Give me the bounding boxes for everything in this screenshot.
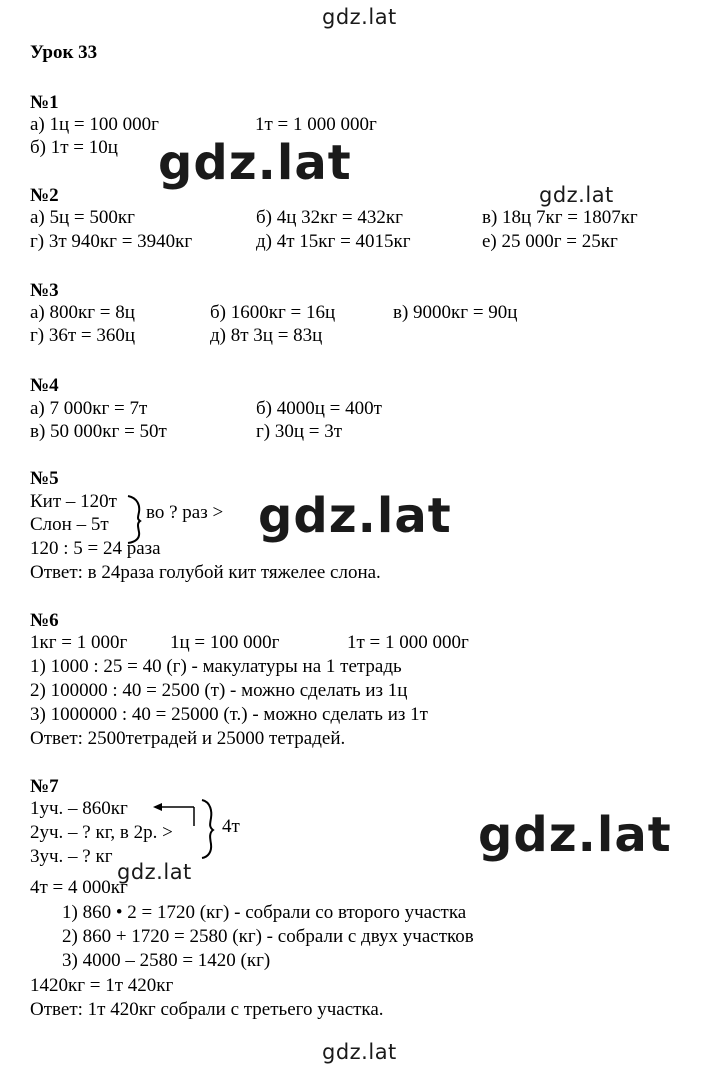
watermark-large-2: gdz.lat (258, 488, 452, 544)
ex5-brace-label: во ? раз > (146, 502, 224, 523)
ex2-e: е) 25 000г = 25кг (482, 231, 618, 252)
ex4-v: в) 50 000кг = 50т (30, 421, 167, 442)
ex3-b: б) 1600кг = 16ц (210, 302, 336, 323)
ex2-v: в) 18ц 7кг = 1807кг (482, 207, 638, 228)
ex5-brace-icon (128, 496, 140, 543)
ex1-line-a2: 1т = 1 000 000г (255, 114, 377, 135)
ex7-step-1: 1) 860 • 2 = 1720 (кг) - собрали со второго участка (62, 902, 467, 923)
ex7-arrow-head-icon (153, 803, 162, 811)
exercise-6-label: №6 (30, 610, 59, 631)
watermark-small-left: gdz.lat (117, 860, 192, 884)
ex6-answer: Ответ: 2500тетрадей и 25000 тетрадей. (30, 728, 346, 749)
ex4-b: б) 4000ц = 400т (256, 398, 382, 419)
ex4-a: а) 7 000кг = 7т (30, 398, 148, 419)
ex1-line-b: б) 1т = 10ц (30, 137, 118, 158)
ex5-answer: Ответ: в 24раза голубой кит тяжелее слона. (30, 562, 381, 583)
ex7-brace-label: 4т (222, 816, 240, 837)
lesson-title: Урок 33 (30, 42, 98, 63)
ex7-step-2: 2) 860 + 1720 = 2580 (кг) - собрали с двух участков (62, 926, 474, 947)
exercise-1-label: №1 (30, 92, 59, 113)
exercise-2-label: №2 (30, 185, 59, 206)
ex7-conversion: 4т = 4 000кг (30, 877, 128, 898)
ex2-a: а) 5ц = 500кг (30, 207, 135, 228)
watermark-top: gdz.lat (322, 5, 397, 29)
watermark-small-right: gdz.lat (539, 183, 614, 207)
exercise-4-label: №4 (30, 375, 59, 396)
ex2-d: д) 4т 15кг = 4015кг (256, 231, 411, 252)
ex3-g: г) 36т = 360ц (30, 325, 136, 346)
ex5-calc: 120 : 5 = 24 раза (30, 538, 161, 559)
ex7-brace-icon (202, 800, 213, 858)
ex7-answer: Ответ: 1т 420кг собрали с третьего участка. (30, 999, 384, 1020)
ex7-step-3: 3) 4000 – 2580 = 1420 (кг) (62, 950, 271, 971)
exercise-3-label: №3 (30, 280, 59, 301)
watermark-large-3: gdz.lat (478, 807, 672, 863)
ex6-step-1: 1) 1000 : 25 = 40 (г) - макулатуры на 1 тетрадь (30, 656, 402, 677)
ex6-unit-c: 1ц = 100 000г (170, 632, 280, 653)
ex1-line-a: а) 1ц = 100 000г (30, 114, 159, 135)
ex6-unit-kg: 1кг = 1 000г (30, 632, 128, 653)
ex7-plot-3: 3уч. – ? кг (30, 846, 113, 867)
ex2-b: б) 4ц 32кг = 432кг (256, 207, 403, 228)
ex3-a: а) 800кг = 8ц (30, 302, 135, 323)
ex7-plot-2: 2уч. – ? кг, в 2р. > (30, 822, 173, 843)
watermark-large-1: gdz.lat (158, 135, 352, 191)
ex6-step-3: 3) 1000000 : 40 = 25000 (т.) - можно сделать из 1т (30, 704, 428, 725)
ex4-g: г) 30ц = 3т (256, 421, 343, 442)
ex2-g: г) 3т 940кг = 3940кг (30, 231, 193, 252)
ex7-plot-1: 1уч. – 860кг (30, 798, 128, 819)
ex5-line-elephant: Слон – 5т (30, 514, 109, 535)
ex6-step-2: 2) 100000 : 40 = 2500 (т) - можно сделать из 1ц (30, 680, 408, 701)
exercise-5-label: №5 (30, 468, 59, 489)
exercise-7-label: №7 (30, 776, 59, 797)
watermark-bottom: gdz.lat (322, 1040, 397, 1064)
ex5-line-whale: Кит – 120т (30, 491, 117, 512)
ex3-v: в) 9000кг = 90ц (393, 302, 518, 323)
ex7-conversion-2: 1420кг = 1т 420кг (30, 975, 174, 996)
ex3-d: д) 8т 3ц = 83ц (210, 325, 323, 346)
ex6-unit-t: 1т = 1 000 000г (347, 632, 469, 653)
